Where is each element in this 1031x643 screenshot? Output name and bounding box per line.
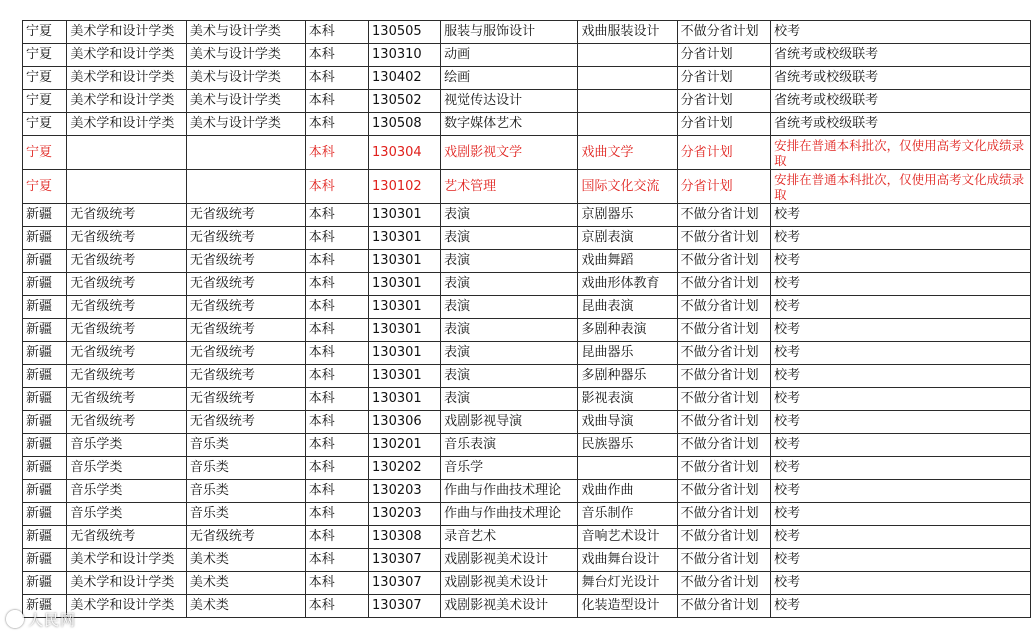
province-cell: 新疆 bbox=[23, 296, 67, 319]
subject-class-cell: 音乐类 bbox=[186, 503, 305, 526]
direction-cell bbox=[578, 67, 677, 90]
province-cell: 新疆 bbox=[23, 457, 67, 480]
major-name-cell: 动画 bbox=[441, 44, 578, 67]
exam-category-cell: 美术学和设计学类 bbox=[67, 113, 187, 136]
major-code-cell: 130201 bbox=[369, 434, 441, 457]
direction-cell: 国际文化交流 bbox=[578, 170, 677, 204]
plan-type-cell: 不做分省计划 bbox=[677, 21, 771, 44]
exam-method-cell: 省统考或校级联考 bbox=[771, 113, 1031, 136]
major-name-cell: 录音艺术 bbox=[441, 526, 578, 549]
plan-type-cell: 分省计划 bbox=[677, 44, 771, 67]
level-cell: 本科 bbox=[305, 365, 368, 388]
direction-cell: 京剧表演 bbox=[578, 227, 677, 250]
plan-type-cell: 不做分省计划 bbox=[677, 411, 771, 434]
direction-cell: 民族器乐 bbox=[578, 434, 677, 457]
province-cell: 宁夏 bbox=[23, 90, 67, 113]
level-cell: 本科 bbox=[305, 21, 368, 44]
level-cell: 本科 bbox=[305, 250, 368, 273]
exam-method-cell: 安排在普通本科批次，仅使用高考文化成绩录取 bbox=[771, 170, 1031, 204]
level-cell: 本科 bbox=[305, 549, 368, 572]
major-name-cell: 戏剧影视导演 bbox=[441, 411, 578, 434]
major-code-cell: 130203 bbox=[369, 503, 441, 526]
subject-class-cell: 无省级统考 bbox=[186, 411, 305, 434]
subject-class-cell: 无省级统考 bbox=[186, 342, 305, 365]
exam-category-cell: 美术学和设计学类 bbox=[67, 67, 187, 90]
subject-class-cell: 无省级统考 bbox=[186, 227, 305, 250]
watermark-text: 人民网 bbox=[28, 611, 77, 629]
plan-type-cell: 不做分省计划 bbox=[677, 227, 771, 250]
exam-method-cell: 校考 bbox=[771, 319, 1031, 342]
direction-cell bbox=[578, 44, 677, 67]
exam-method-cell: 校考 bbox=[771, 457, 1031, 480]
table-row bbox=[23, 296, 1031, 319]
province-cell: 新疆 bbox=[23, 342, 67, 365]
exam-category-cell: 无省级统考 bbox=[67, 273, 187, 296]
direction-cell: 化装造型设计 bbox=[578, 595, 677, 618]
major-code-cell: 130102 bbox=[369, 170, 441, 204]
level-cell: 本科 bbox=[305, 170, 368, 204]
exam-category-cell: 无省级统考 bbox=[67, 250, 187, 273]
plan-type-cell: 不做分省计划 bbox=[677, 549, 771, 572]
exam-category-cell: 美术学和设计学类 bbox=[67, 44, 187, 67]
exam-method-cell: 校考 bbox=[771, 365, 1031, 388]
plan-type-cell: 分省计划 bbox=[677, 136, 771, 170]
subject-class-cell: 美术与设计学类 bbox=[186, 21, 305, 44]
direction-cell: 多剧种表演 bbox=[578, 319, 677, 342]
table-body bbox=[23, 21, 1031, 618]
table-row bbox=[23, 273, 1031, 296]
table-row bbox=[23, 250, 1031, 273]
subject-class-cell: 无省级统考 bbox=[186, 204, 305, 227]
level-cell: 本科 bbox=[305, 319, 368, 342]
table-row bbox=[23, 21, 1031, 44]
plan-type-cell: 不做分省计划 bbox=[677, 204, 771, 227]
plan-type-cell: 不做分省计划 bbox=[677, 296, 771, 319]
major-name-cell: 表演 bbox=[441, 342, 578, 365]
province-cell: 新疆 bbox=[23, 204, 67, 227]
table-row bbox=[23, 113, 1031, 136]
table-row bbox=[23, 90, 1031, 113]
level-cell: 本科 bbox=[305, 44, 368, 67]
major-name-cell: 音乐学 bbox=[441, 457, 578, 480]
major-code-cell: 130304 bbox=[369, 136, 441, 170]
major-name-cell: 服装与服饰设计 bbox=[441, 21, 578, 44]
subject-class-cell: 美术与设计学类 bbox=[186, 113, 305, 136]
exam-category-cell: 无省级统考 bbox=[67, 296, 187, 319]
level-cell: 本科 bbox=[305, 480, 368, 503]
exam-category-cell: 无省级统考 bbox=[67, 227, 187, 250]
exam-category-cell: 无省级统考 bbox=[67, 365, 187, 388]
major-name-cell: 戏剧影视美术设计 bbox=[441, 572, 578, 595]
plan-type-cell: 不做分省计划 bbox=[677, 434, 771, 457]
subject-class-cell: 无省级统考 bbox=[186, 296, 305, 319]
table-row bbox=[23, 457, 1031, 480]
major-name-cell: 表演 bbox=[441, 204, 578, 227]
exam-method-cell: 校考 bbox=[771, 572, 1031, 595]
exam-category-cell: 美术学和设计学类 bbox=[67, 549, 187, 572]
direction-cell bbox=[578, 90, 677, 113]
plan-type-cell: 不做分省计划 bbox=[677, 365, 771, 388]
major-code-cell: 130301 bbox=[369, 204, 441, 227]
exam-category-cell: 美术学和设计学类 bbox=[67, 595, 187, 618]
province-cell: 宁夏 bbox=[23, 21, 67, 44]
exam-category-cell: 音乐学类 bbox=[67, 480, 187, 503]
major-name-cell: 表演 bbox=[441, 319, 578, 342]
subject-class-cell: 无省级统考 bbox=[186, 273, 305, 296]
plan-type-cell: 不做分省计划 bbox=[677, 388, 771, 411]
major-code-cell: 130301 bbox=[369, 365, 441, 388]
exam-category-cell: 无省级统考 bbox=[67, 342, 187, 365]
subject-class-cell bbox=[186, 136, 305, 170]
direction-cell: 戏曲作曲 bbox=[578, 480, 677, 503]
exam-method-cell: 校考 bbox=[771, 204, 1031, 227]
exam-method-cell: 校考 bbox=[771, 342, 1031, 365]
exam-category-cell bbox=[67, 136, 187, 170]
province-cell: 宁夏 bbox=[23, 136, 67, 170]
plan-type-cell: 不做分省计划 bbox=[677, 526, 771, 549]
exam-method-cell: 校考 bbox=[771, 480, 1031, 503]
exam-method-cell: 校考 bbox=[771, 503, 1031, 526]
exam-category-cell: 音乐学类 bbox=[67, 457, 187, 480]
major-code-cell: 130307 bbox=[369, 595, 441, 618]
major-name-cell: 数字媒体艺术 bbox=[441, 113, 578, 136]
exam-method-cell: 校考 bbox=[771, 549, 1031, 572]
plan-type-cell: 不做分省计划 bbox=[677, 595, 771, 618]
province-cell: 新疆 bbox=[23, 273, 67, 296]
major-code-cell: 130306 bbox=[369, 411, 441, 434]
major-code-cell: 130301 bbox=[369, 342, 441, 365]
table-row bbox=[23, 526, 1031, 549]
table-row bbox=[23, 549, 1031, 572]
major-code-cell: 130307 bbox=[369, 572, 441, 595]
direction-cell bbox=[578, 457, 677, 480]
table-row bbox=[23, 480, 1031, 503]
province-cell: 新疆 bbox=[23, 572, 67, 595]
major-code-cell: 130502 bbox=[369, 90, 441, 113]
plan-type-cell: 不做分省计划 bbox=[677, 480, 771, 503]
province-cell: 新疆 bbox=[23, 595, 67, 618]
table-row bbox=[23, 434, 1031, 457]
province-cell: 新疆 bbox=[23, 319, 67, 342]
province-cell: 宁夏 bbox=[23, 67, 67, 90]
subject-class-cell: 无省级统考 bbox=[186, 365, 305, 388]
direction-cell bbox=[578, 113, 677, 136]
table-row bbox=[23, 170, 1031, 204]
major-code-cell: 130301 bbox=[369, 250, 441, 273]
province-cell: 宁夏 bbox=[23, 44, 67, 67]
plan-type-cell: 不做分省计划 bbox=[677, 273, 771, 296]
major-name-cell: 表演 bbox=[441, 227, 578, 250]
subject-class-cell: 美术与设计学类 bbox=[186, 67, 305, 90]
direction-cell: 戏曲导演 bbox=[578, 411, 677, 434]
direction-cell: 音乐制作 bbox=[578, 503, 677, 526]
major-code-cell: 130301 bbox=[369, 227, 441, 250]
level-cell: 本科 bbox=[305, 572, 368, 595]
subject-class-cell: 音乐类 bbox=[186, 457, 305, 480]
plan-type-cell: 不做分省计划 bbox=[677, 342, 771, 365]
level-cell: 本科 bbox=[305, 90, 368, 113]
major-name-cell: 戏剧影视文学 bbox=[441, 136, 578, 170]
table-row bbox=[23, 319, 1031, 342]
province-cell: 新疆 bbox=[23, 549, 67, 572]
major-code-cell: 130203 bbox=[369, 480, 441, 503]
major-code-cell: 130202 bbox=[369, 457, 441, 480]
plan-type-cell: 不做分省计划 bbox=[677, 572, 771, 595]
major-name-cell: 表演 bbox=[441, 273, 578, 296]
subject-class-cell: 美术类 bbox=[186, 549, 305, 572]
province-cell: 新疆 bbox=[23, 503, 67, 526]
watermark bbox=[6, 609, 76, 630]
plan-type-cell: 分省计划 bbox=[677, 170, 771, 204]
direction-cell: 戏曲舞台设计 bbox=[578, 549, 677, 572]
major-code-cell: 130508 bbox=[369, 113, 441, 136]
table-row bbox=[23, 388, 1031, 411]
direction-cell: 多剧种器乐 bbox=[578, 365, 677, 388]
direction-cell: 昆曲表演 bbox=[578, 296, 677, 319]
exam-category-cell: 无省级统考 bbox=[67, 319, 187, 342]
major-code-cell: 130310 bbox=[369, 44, 441, 67]
exam-method-cell: 省统考或校级联考 bbox=[771, 67, 1031, 90]
direction-cell: 戏曲形体教育 bbox=[578, 273, 677, 296]
exam-method-cell: 校考 bbox=[771, 296, 1031, 319]
major-name-cell: 戏剧影视美术设计 bbox=[441, 549, 578, 572]
exam-category-cell: 无省级统考 bbox=[67, 204, 187, 227]
exam-category-cell: 美术学和设计学类 bbox=[67, 90, 187, 113]
province-cell: 新疆 bbox=[23, 411, 67, 434]
exam-category-cell: 美术学和设计学类 bbox=[67, 21, 187, 44]
subject-class-cell: 无省级统考 bbox=[186, 388, 305, 411]
major-name-cell: 作曲与作曲技术理论 bbox=[441, 503, 578, 526]
subject-class-cell: 无省级统考 bbox=[186, 526, 305, 549]
province-cell: 新疆 bbox=[23, 365, 67, 388]
exam-category-cell: 音乐学类 bbox=[67, 503, 187, 526]
major-code-cell: 130308 bbox=[369, 526, 441, 549]
level-cell: 本科 bbox=[305, 227, 368, 250]
subject-class-cell: 无省级统考 bbox=[186, 319, 305, 342]
major-name-cell: 绘画 bbox=[441, 67, 578, 90]
table-row bbox=[23, 411, 1031, 434]
level-cell: 本科 bbox=[305, 503, 368, 526]
major-name-cell: 表演 bbox=[441, 296, 578, 319]
subject-class-cell: 美术类 bbox=[186, 572, 305, 595]
plan-type-cell: 分省计划 bbox=[677, 90, 771, 113]
direction-cell: 京剧器乐 bbox=[578, 204, 677, 227]
level-cell: 本科 bbox=[305, 113, 368, 136]
exam-category-cell: 无省级统考 bbox=[67, 388, 187, 411]
exam-method-cell: 省统考或校级联考 bbox=[771, 90, 1031, 113]
table-row bbox=[23, 365, 1031, 388]
exam-method-cell: 校考 bbox=[771, 227, 1031, 250]
level-cell: 本科 bbox=[305, 526, 368, 549]
level-cell: 本科 bbox=[305, 434, 368, 457]
province-cell: 新疆 bbox=[23, 434, 67, 457]
plan-type-cell: 不做分省计划 bbox=[677, 457, 771, 480]
plan-type-cell: 不做分省计划 bbox=[677, 250, 771, 273]
exam-method-cell: 省统考或校级联考 bbox=[771, 44, 1031, 67]
exam-method-cell: 安排在普通本科批次，仅使用高考文化成绩录取 bbox=[771, 136, 1031, 170]
exam-category-cell: 无省级统考 bbox=[67, 526, 187, 549]
level-cell: 本科 bbox=[305, 411, 368, 434]
major-name-cell: 表演 bbox=[441, 250, 578, 273]
exam-category-cell: 无省级统考 bbox=[67, 411, 187, 434]
province-cell: 新疆 bbox=[23, 388, 67, 411]
major-code-cell: 130301 bbox=[369, 296, 441, 319]
table-row bbox=[23, 342, 1031, 365]
level-cell: 本科 bbox=[305, 204, 368, 227]
subject-class-cell: 音乐类 bbox=[186, 434, 305, 457]
direction-cell: 戏曲服装设计 bbox=[578, 21, 677, 44]
subject-class-cell: 美术类 bbox=[186, 595, 305, 618]
subject-class-cell: 无省级统考 bbox=[186, 250, 305, 273]
plan-type-cell: 不做分省计划 bbox=[677, 503, 771, 526]
table-row bbox=[23, 136, 1031, 170]
exam-category-cell: 美术学和设计学类 bbox=[67, 572, 187, 595]
level-cell: 本科 bbox=[305, 273, 368, 296]
plan-type-cell: 分省计划 bbox=[677, 113, 771, 136]
major-name-cell: 视觉传达设计 bbox=[441, 90, 578, 113]
major-name-cell: 作曲与作曲技术理论 bbox=[441, 480, 578, 503]
exam-category-cell: 音乐学类 bbox=[67, 434, 187, 457]
major-name-cell: 艺术管理 bbox=[441, 170, 578, 204]
major-code-cell: 130301 bbox=[369, 319, 441, 342]
major-name-cell: 表演 bbox=[441, 388, 578, 411]
province-cell: 新疆 bbox=[23, 526, 67, 549]
major-code-cell: 130505 bbox=[369, 21, 441, 44]
level-cell: 本科 bbox=[305, 595, 368, 618]
watermark-logo-icon bbox=[6, 610, 24, 628]
major-name-cell: 戏剧影视美术设计 bbox=[441, 595, 578, 618]
level-cell: 本科 bbox=[305, 296, 368, 319]
level-cell: 本科 bbox=[305, 342, 368, 365]
plan-type-cell: 分省计划 bbox=[677, 67, 771, 90]
exam-method-cell: 校考 bbox=[771, 526, 1031, 549]
province-cell: 新疆 bbox=[23, 250, 67, 273]
level-cell: 本科 bbox=[305, 67, 368, 90]
direction-cell: 戏曲舞蹈 bbox=[578, 250, 677, 273]
major-code-cell: 130307 bbox=[369, 549, 441, 572]
exam-method-cell: 校考 bbox=[771, 273, 1031, 296]
level-cell: 本科 bbox=[305, 457, 368, 480]
province-cell: 宁夏 bbox=[23, 113, 67, 136]
exam-method-cell: 校考 bbox=[771, 434, 1031, 457]
admissions-table bbox=[22, 20, 1031, 618]
direction-cell: 音响艺术设计 bbox=[578, 526, 677, 549]
subject-class-cell: 美术与设计学类 bbox=[186, 44, 305, 67]
direction-cell: 昆曲器乐 bbox=[578, 342, 677, 365]
exam-category-cell bbox=[67, 170, 187, 204]
major-name-cell: 表演 bbox=[441, 365, 578, 388]
table-row bbox=[23, 227, 1031, 250]
level-cell: 本科 bbox=[305, 388, 368, 411]
table-row bbox=[23, 572, 1031, 595]
exam-method-cell: 校考 bbox=[771, 411, 1031, 434]
table-row bbox=[23, 67, 1031, 90]
table-row bbox=[23, 503, 1031, 526]
exam-method-cell: 校考 bbox=[771, 388, 1031, 411]
plan-type-cell: 不做分省计划 bbox=[677, 319, 771, 342]
province-cell: 宁夏 bbox=[23, 170, 67, 204]
major-code-cell: 130301 bbox=[369, 273, 441, 296]
exam-method-cell: 校考 bbox=[771, 250, 1031, 273]
major-code-cell: 130402 bbox=[369, 67, 441, 90]
subject-class-cell: 美术与设计学类 bbox=[186, 90, 305, 113]
exam-method-cell: 校考 bbox=[771, 21, 1031, 44]
province-cell: 新疆 bbox=[23, 227, 67, 250]
table-row bbox=[23, 204, 1031, 227]
direction-cell: 舞台灯光设计 bbox=[578, 572, 677, 595]
level-cell: 本科 bbox=[305, 136, 368, 170]
direction-cell: 戏曲文学 bbox=[578, 136, 677, 170]
table-row bbox=[23, 44, 1031, 67]
subject-class-cell: 音乐类 bbox=[186, 480, 305, 503]
direction-cell: 影视表演 bbox=[578, 388, 677, 411]
major-name-cell: 音乐表演 bbox=[441, 434, 578, 457]
table-row bbox=[23, 595, 1031, 618]
exam-method-cell: 校考 bbox=[771, 595, 1031, 618]
subject-class-cell bbox=[186, 170, 305, 204]
province-cell: 新疆 bbox=[23, 480, 67, 503]
major-code-cell: 130301 bbox=[369, 388, 441, 411]
